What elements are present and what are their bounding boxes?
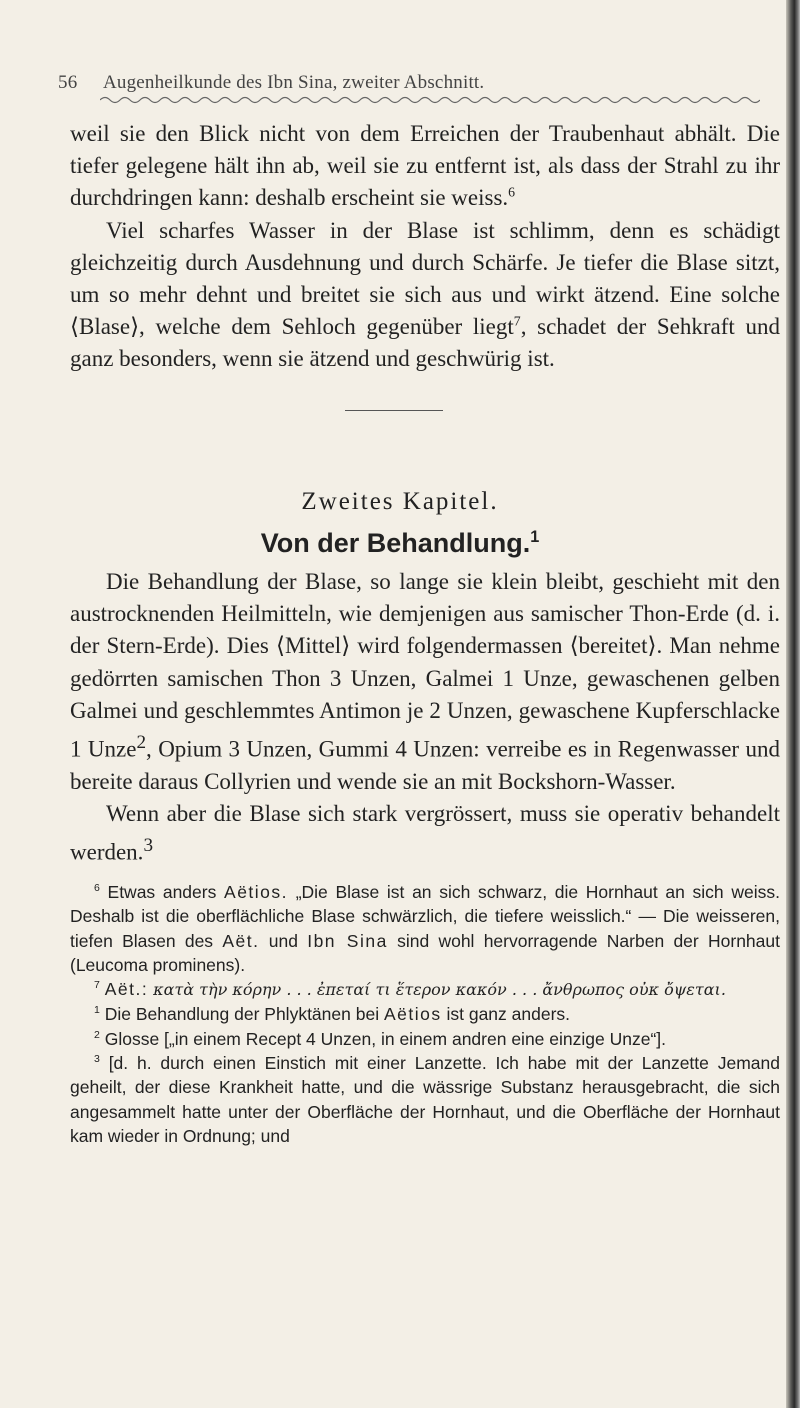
footnote-mark: 2 (94, 1028, 100, 1041)
footnotes (70, 880, 780, 1148)
paragraph-text: , Opium 3 Unzen, Gummi 4 Unzen: verreibe es in Regenwasser und bereite daraus Collyrien und wende sie an mit Bockshorn-Wasser. (70, 736, 781, 794)
footnote-text: ist ganz anders. (446, 1004, 571, 1025)
section-divider (345, 410, 443, 411)
footnote-mark: 1 (94, 1004, 100, 1017)
author-name: Aëtios (383, 1004, 442, 1025)
footnote-text: „Die Blase ist an sich schwarz, die Hornhaut an sich weiss. Deshalb ist die oberflächliche Blase schwärzlich, die tiefere weisslich.“ — Die weisseren, tiefen Blasen des (70, 882, 780, 951)
author-name: Aët. (222, 930, 260, 951)
paragraph-text: Die Behandlung der Blase, so lange sie klein bleibt, geschieht mit den austrocknenden Heilmitteln, wie demjenigen aus samischer Thon-Erde (d. i. der Stern-Erde). Dies ⟨Mittel⟩ wird folgendermassen ⟨bereitet⟩. Man nehme gedörrten samischen Thon 3 Unzen, Galmei 1 Unze, gewaschenen gelben Galmei und geschlemmtes Antimon je 2 Unzen, gewaschene Kupferschlacke 1 Unze (70, 569, 780, 762)
greek-quotation: κατὰ τὴν κόρην . . . ἐπεταί τι ἕτερον κακόν . . . ἄνθρωπος οὐκ ὄψεται. (153, 980, 726, 1000)
running-title: Augenheilkunde des Ibn Sina, zweiter Abschnitt. (102, 72, 485, 93)
footnote-6 (70, 880, 780, 977)
footnote-mark: 3 (94, 1053, 100, 1066)
footnote-mark: 7 (94, 979, 100, 992)
running-head (58, 72, 758, 94)
footnote-ref: 1 (530, 528, 540, 546)
footnote-2 (70, 1027, 780, 1051)
footnote-ref: 6 (508, 184, 516, 200)
chapter-number-heading: Zweites Kapitel. (301, 488, 499, 515)
author-name: Aët.: (104, 979, 149, 1000)
footnote-text: und (268, 930, 298, 951)
chapter-title-text: Von der Behandlung. (260, 528, 531, 558)
continuation-text (70, 118, 780, 376)
chapter-body (70, 566, 780, 869)
paragraph (70, 798, 780, 869)
footnote-text: [d. h. durch einen Einstich mit einer Lanzette. Ich habe mit der Lanzette Jemand geheilt, der diese Krankheit hatte, und die wässrige Substanz herausgebracht, die sich angesammelt hatte unter der Oberfläche der Hornhaut, und die Oberfläche der Hornhaut kam wieder in Ordnung; und (70, 1053, 780, 1146)
paragraph (70, 118, 780, 215)
footnote-ref: 7 (513, 313, 521, 329)
author-name: Ibn Sina (307, 930, 388, 951)
footnote-text: Glosse [„in einem Recept 4 Unzen, in einem andren eine einzige Unze“]. (104, 1028, 666, 1049)
footnote-mark: 6 (94, 882, 100, 895)
paragraph (70, 215, 780, 376)
paragraph-text: , schadet der Sehkraft und ganz besonders, wenn sie ätzend und geschwürig ist. (70, 314, 780, 372)
page-edge-shadow (786, 0, 800, 1408)
author-name: Aëtios. (224, 882, 289, 902)
footnote-7 (70, 977, 780, 1002)
paragraph (70, 566, 780, 798)
page-number: 56 (58, 72, 78, 93)
footnote-ref: 3 (143, 835, 154, 857)
footnote-1 (70, 1002, 780, 1026)
paragraph-text: weil sie den Blick nicht von dem Erreichen der Traubenhaut abhält. Die tiefer gelegene hält ihn ab, weil sie zu entfernt ist, als dass der Strahl zu ihr durchdringen kann: deshalb erscheint sie weiss. (70, 121, 780, 211)
footnote-ref: 2 (136, 732, 147, 754)
footnote-text: Die Behandlung der Phlyktänen bei (104, 1004, 380, 1025)
chapter-title (0, 528, 800, 559)
footnote-text: Etwas anders (107, 882, 217, 902)
footnote-text: sind wohl hervorragende Narben der Hornhaut (Leucoma prominens). (70, 930, 780, 975)
paragraph-text: Wenn aber die Blase sich stark vergrössert, muss sie operativ behandelt werden. (70, 801, 780, 865)
paragraph-text: Viel scharfes Wasser in der Blase ist schlimm, denn es schädigt gleichzeitig durch Ausdehnung und durch Schärfe. Je tiefer die Blase sitzt, um so mehr dehnt und breitet sie sich aus und wirkt ätzend. Eine solche ⟨Blase⟩, welche dem Sehloch gegenüber liegt (70, 217, 780, 340)
header-ornament-rule (100, 95, 760, 105)
footnote-3 (70, 1051, 780, 1148)
